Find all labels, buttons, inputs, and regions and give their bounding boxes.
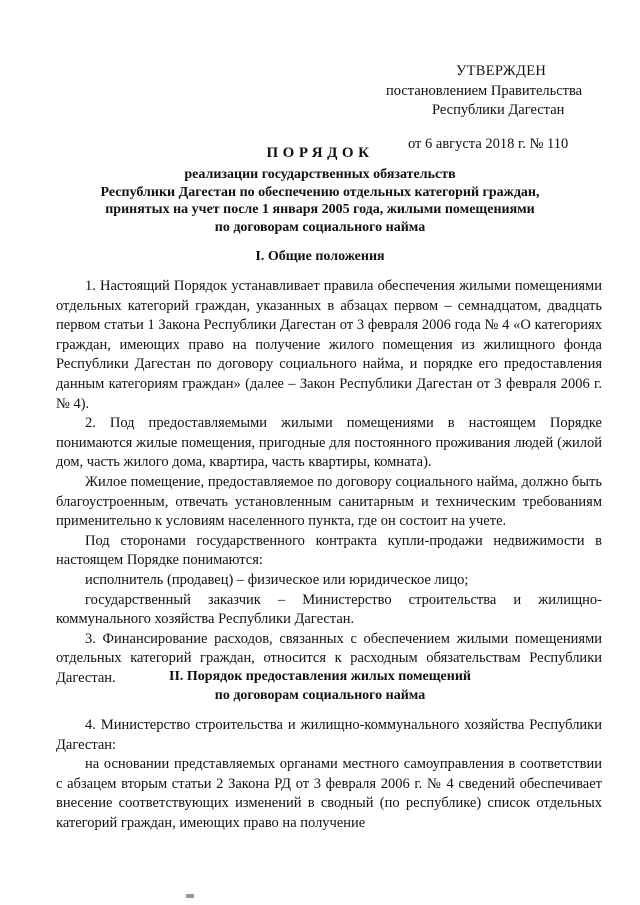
section-2-heading-line-2: по договорам социального найма	[214, 688, 426, 703]
scan-artifact	[186, 894, 194, 898]
section-1-heading: I. Общие положения	[255, 249, 385, 264]
approval-authority: Республики Дагестан	[432, 102, 565, 118]
section-1-body	[56, 277, 602, 688]
approval-date: от 6 августа 2018 г. № 110	[408, 135, 569, 152]
paragraph: Под сторонами государственного контракта купли-продажи недвижимости в настоящем Порядке понимаются:	[56, 532, 602, 569]
paragraph: 4. Министерство строительства и жилищно-коммунального хозяйства Республики Дагестан:	[56, 717, 602, 753]
paragraph: исполнитель (продавец) – физическое или юридическое лицо;	[85, 571, 469, 588]
paragraph: на основании представляемых органами местного самоуправления в соответствии с абзацем вторым статьи 2 Закона РД от 3 февраля 2006 г. № 4 сведений обеспечивает внесение соответствующих изменений в сводный (по республике) список отдельных категорий граждан, имеющих право на получение	[56, 756, 602, 831]
subtitle-line-4: по договорам социального найма	[214, 219, 426, 235]
paragraph: Жилое помещение, предоставляемое по договору социального найма, должно быть благоустроенным, отвечать установленным санитарным и техническим требованиям применительно к условиям населенного пункта, где он состоит на учете.	[56, 473, 602, 530]
section-2-body	[56, 716, 602, 834]
approval-stamp	[384, 62, 624, 154]
section-2-heading	[0, 667, 640, 705]
subtitle-line-2: Республики Дагестан по обеспечению отдельных категорий граждан,	[100, 184, 540, 200]
document-subtitle	[0, 166, 640, 236]
paragraph: 2. Под предоставляемыми жилыми помещениями в настоящем Порядке понимаются жилые помещения, пригодные для постоянного проживания людей (жилой дом, часть жилого дома, квартира, часть квартиры, комната).	[56, 415, 602, 471]
subtitle-line-3: принятых на учет после 1 января 2005 года, жилыми помещениями	[105, 202, 535, 217]
section-2-heading-line-1: II. Порядок предоставления жилых помещений	[169, 669, 471, 684]
subtitle-line-1: реализации государственных обязательств	[184, 167, 456, 182]
paragraph: государственный заказчик – Министерство строительства и жилищно-коммунального хозяйства Республики Дагестан.	[56, 591, 602, 628]
approval-title: УТВЕРЖДЕН	[456, 63, 547, 79]
paragraph: 1. Настоящий Порядок устанавливает правила обеспечения жилыми помещениями отдельных категорий граждан, указанных в абзацах первом – семнадцатом, двадцать первом статьи 1 Закона Республики Дагестан от 3 февраля 2006 года № 4 «О категориях граждан, имеющих право на получение жилого помещения из жилищного фонда Республики Дагестан по договору социального найма, и порядке его предоставления данным категориям граждан» (далее – Закон Республики Дагестан от 3 февраля 2006 г. № 4).	[56, 278, 602, 412]
document-title: ПОРЯДОК	[266, 145, 374, 161]
paragraph: 3. Финансирование расходов, связанных с обеспечением жилыми помещениями отдельных категорий граждан, относится к расходным обязательствам Республики Дагестан.	[56, 630, 602, 686]
approval-decree: постановлением Правительства	[386, 82, 583, 99]
